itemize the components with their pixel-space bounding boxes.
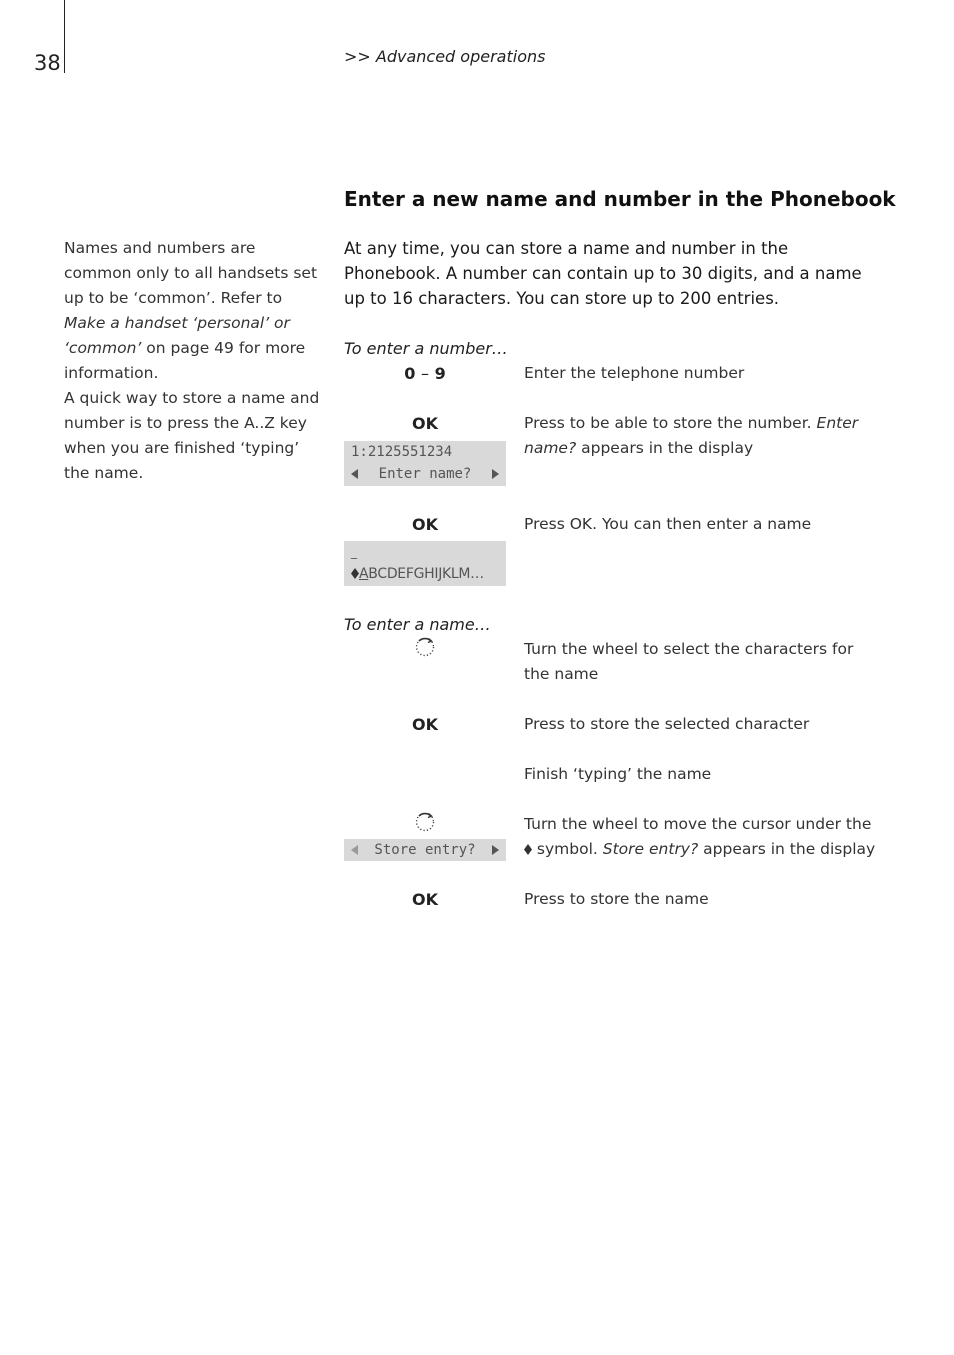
sidebar-note-common: Names and numbers are common only to all handsets set up to be ‘common’. Refer to Make a handset ‘personal’ or ‘common’ on page 49 for more information. bbox=[64, 239, 318, 382]
diamond-icon bbox=[524, 844, 532, 855]
step-store-number: Press to be able to store the number. Enter name? appears in the display bbox=[524, 414, 859, 457]
wheel-icon bbox=[414, 636, 436, 658]
page-number: 38 bbox=[34, 51, 61, 75]
wheel-icon bbox=[414, 811, 436, 833]
step-finish-typing: Finish ‘typing’ the name bbox=[524, 765, 712, 783]
page-title: Enter a new name and number in the Phonebook bbox=[344, 187, 896, 211]
ok-key-label: OK bbox=[412, 414, 438, 433]
ok-key-label: OK bbox=[412, 515, 438, 534]
sidebar-note-quick-store: A quick way to store a name and number is to press the A..Z key when you are finished ‘typing’ the name. bbox=[64, 389, 320, 482]
step-press-ok: Press OK. You can then enter a name bbox=[524, 515, 812, 533]
display-store-entry bbox=[344, 839, 506, 861]
digit-keys-label: 0 – 9 bbox=[404, 364, 446, 383]
display-number-line: 1:2125551234 bbox=[351, 444, 453, 460]
display-alphabet-line: ABCDEFGHIJKLM… bbox=[344, 563, 506, 585]
selected-character: A bbox=[359, 566, 369, 582]
arrow-right-icon bbox=[492, 469, 499, 479]
intro-paragraph: At any time, you can store a name and number in the Phonebook. A number can contain up to 30 digits, and a name up to 16 characters. You can store up to 200 entries. bbox=[344, 239, 862, 308]
header-rule bbox=[64, 0, 65, 73]
step-store-name: Press to store the name bbox=[524, 890, 709, 908]
display-cursor-line: _ bbox=[351, 545, 357, 559]
step-turn-wheel-select: Turn the wheel to select the characters for the name bbox=[524, 640, 854, 683]
ok-key-label: OK bbox=[412, 715, 438, 734]
display-prompt: Store entry? bbox=[374, 842, 476, 858]
ok-key-label: OK bbox=[412, 890, 438, 909]
display-prompt: Enter name? bbox=[378, 466, 472, 482]
display-enter-name bbox=[344, 441, 506, 486]
arrow-right-icon bbox=[492, 845, 499, 855]
arrow-left-icon bbox=[351, 469, 358, 479]
step-enter-number: Enter the telephone number bbox=[524, 364, 745, 382]
arrow-left-icon bbox=[351, 845, 358, 855]
step-store-character: Press to store the selected character bbox=[524, 715, 810, 733]
number-section-heading: To enter a number… bbox=[344, 339, 508, 358]
diamond-icon bbox=[351, 568, 359, 579]
name-section-heading: To enter a name… bbox=[344, 615, 491, 634]
section-breadcrumb: >> Advanced operations bbox=[344, 47, 546, 66]
display-character-select bbox=[344, 541, 506, 586]
step-turn-wheel-cursor: Turn the wheel to move the cursor under the symbol. Store entry? appears in the display bbox=[524, 815, 876, 858]
